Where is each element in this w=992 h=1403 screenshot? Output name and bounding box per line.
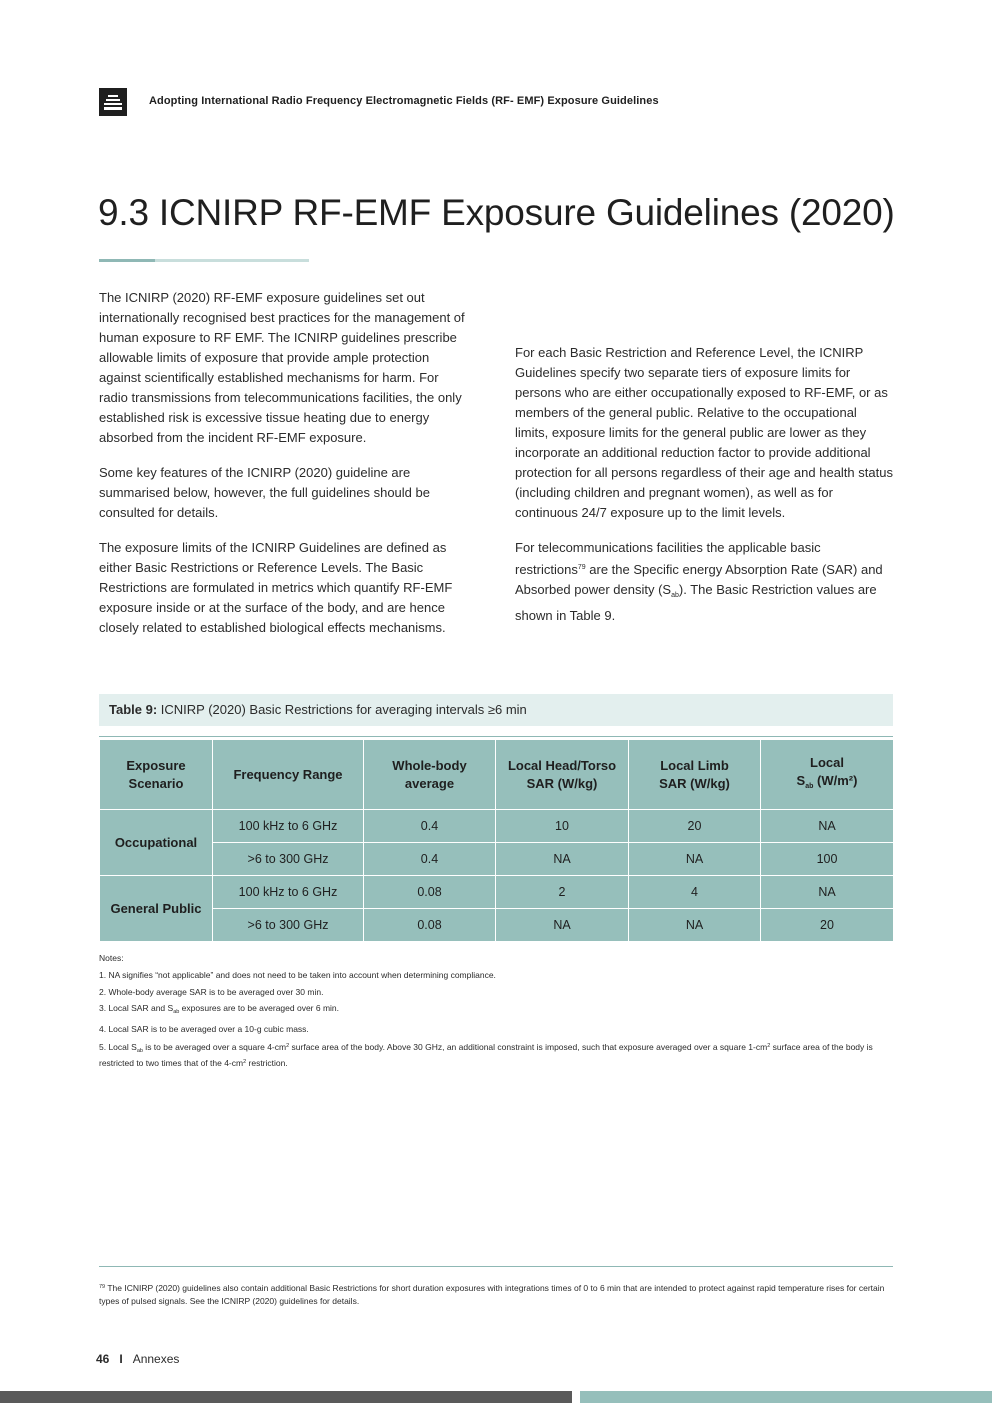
body-column-left [99, 288, 467, 653]
scenario-cell: Occupational [100, 810, 213, 876]
head-torso-cell: 10 [496, 810, 629, 843]
head-torso-cell: 2 [496, 876, 629, 909]
whole-body-cell: 0.4 [364, 843, 496, 876]
header-exposure-scenario: Exposure Scenario [100, 740, 213, 810]
body-paragraph: For each Basic Restriction and Reference Level, the ICNIRP Guidelines specify two separate tiers of exposure limits for persons who are either occupationally exposed to RF-EMF, or as members of the general public. Relative to the occupational limits, exposure limits for the general public are lower as they incorporate an additional reduction factor to provide additional protection for all persons regardless of their age and health status (including children and pregnant women), as well as for continuous 24/7 exposure up to the limit levels. [515, 345, 893, 520]
footnote-number: 79 [99, 1284, 106, 1290]
whole-body-cell: 0.08 [364, 909, 496, 942]
table-caption-label: Table 9: [109, 702, 158, 717]
header-local-limb: Local Limb SAR (W/kg) [629, 740, 761, 810]
page-number: 46 [96, 1352, 110, 1366]
footer-separator: I [119, 1352, 123, 1366]
footer-bar-dark [0, 1391, 572, 1403]
table-row [100, 909, 894, 942]
note-item: 3. Local SAR and $S_{ab}$ exposures are to be averaged over 6 min. [99, 1003, 340, 1016]
footer-section: Annexes [132, 1352, 180, 1366]
frequency-cell: 100 kHz to 6 GHz [213, 876, 364, 909]
frequency-cell: 100 kHz to 6 GHz [213, 810, 364, 843]
table-row [100, 843, 894, 876]
head-torso-cell: NA [496, 843, 629, 876]
table-notes [99, 953, 893, 1075]
body-paragraph: The ICNIRP (2020) RF-EMF exposure guidelines set out internationally recognised best practices for the management of human exposure to RF EMF. The ICNIRP guidelines prescribe allowable limits of exposure that provide ample protection against scientifically established mechanisms for harm. For radio transmissions from telecommunications facilities, the only established risk is excessive tissue heating due to energy absorbed from the incident RF-EMF exposure. [99, 290, 465, 445]
limb-cell: NA [629, 843, 761, 876]
limb-cell: 20 [629, 810, 761, 843]
running-header: Adopting International Radio Frequency Electromagnetic Fields (RF- EMF) Exposure Guidelines [149, 95, 659, 107]
body-paragraph: Some key features of the ICNIRP (2020) guideline are summarised below, however, the full guidelines should be consulted for details. [99, 465, 430, 520]
limb-cell: 4 [629, 876, 761, 909]
frequency-cell: >6 to 300 GHz [213, 909, 364, 942]
whole-body-cell: 0.4 [364, 810, 496, 843]
whole-body-cell: 0.08 [364, 876, 496, 909]
table-top-rule [99, 736, 893, 737]
frequency-cell: >6 to 300 GHz [213, 843, 364, 876]
table-caption-text: ICNIRP (2020) Basic Restrictions for averaging intervals ≥6 min [157, 702, 527, 717]
head-torso-cell: NA [496, 909, 629, 942]
sab-cell: 100 [761, 843, 894, 876]
body-paragraph: For telecommunications facilities the applicable basic restrictions$^{79}$ are the Specific energy Absorption Rate (SAR) and Absorbed power density $(S_{ab})$. The Basic Restriction values are shown in Table 9. [515, 540, 883, 623]
page-footer [96, 1352, 179, 1366]
note-item: 1. NA signifies “not applicable” and does not need to be taken into account when determining compliance. [99, 969, 496, 980]
footnote-text: The ICNIRP (2020) guidelines also contain additional Basic Restrictions for short duration exposures with integrations times of 0 to 6 min that are intended to protect against rapid temperature rises for certain types of pulsed signals. See the ICNIRP (2020) guidelines for details. [99, 1283, 885, 1306]
sab-cell: NA [761, 876, 894, 909]
header-frequency-range: Frequency Range [213, 740, 364, 810]
table-row [100, 876, 894, 909]
note-item: 5. Local $S_{ab}$ is to be averaged over a square $4-cm^2$ surface area of the body. Above 30 GHz, an additional constraint is imposed, such that exposure averaged over a square $1-cm^2$ surface area of the body is restricted to two times that of the $4-cm^2$ restriction. [99, 1041, 873, 1068]
note-item: 2. Whole-body average SAR is to be averaged over 30 min. [99, 986, 324, 997]
footer-bar-teal [580, 1391, 992, 1403]
header-local-sab: Local $S_{ab}$ (W/m²) [761, 740, 894, 810]
sab-cell: NA [761, 810, 894, 843]
page-title: 9.3 ICNIRP RF-EMF Exposure Guidelines (2020) [98, 192, 895, 233]
basic-restrictions-table [99, 739, 894, 942]
notes-heading: Notes: [99, 953, 124, 963]
footnote [99, 1281, 893, 1308]
note-item: 4. Local SAR is to be averaged over a 10-g cubic mass. [99, 1024, 309, 1035]
footnote-rule [99, 1266, 893, 1267]
table-header-row [100, 740, 894, 810]
footnote-ref: 79 [577, 564, 586, 571]
scenario-cell: General Public [100, 876, 213, 942]
body-column-right [515, 288, 893, 641]
header-local-head-torso: Local Head/Torso SAR (W/kg) [496, 740, 629, 810]
body-paragraph: The exposure limits of the ICNIRP Guidelines are defined as either Basic Restrictions or Reference Levels. The Basic Restrictions are formulated in metrics which quantify RF-EMF exposure inside or at the surface of the body, and are hence closely related to established biological effects mechanisms. [99, 540, 453, 635]
limb-cell: NA [629, 909, 761, 942]
table-caption [99, 694, 893, 726]
publisher-logo-icon [99, 88, 127, 116]
header-whole-body: Whole-body average [364, 740, 496, 810]
sab-cell: 20 [761, 909, 894, 942]
title-underline [99, 259, 309, 262]
table-row [100, 810, 894, 843]
